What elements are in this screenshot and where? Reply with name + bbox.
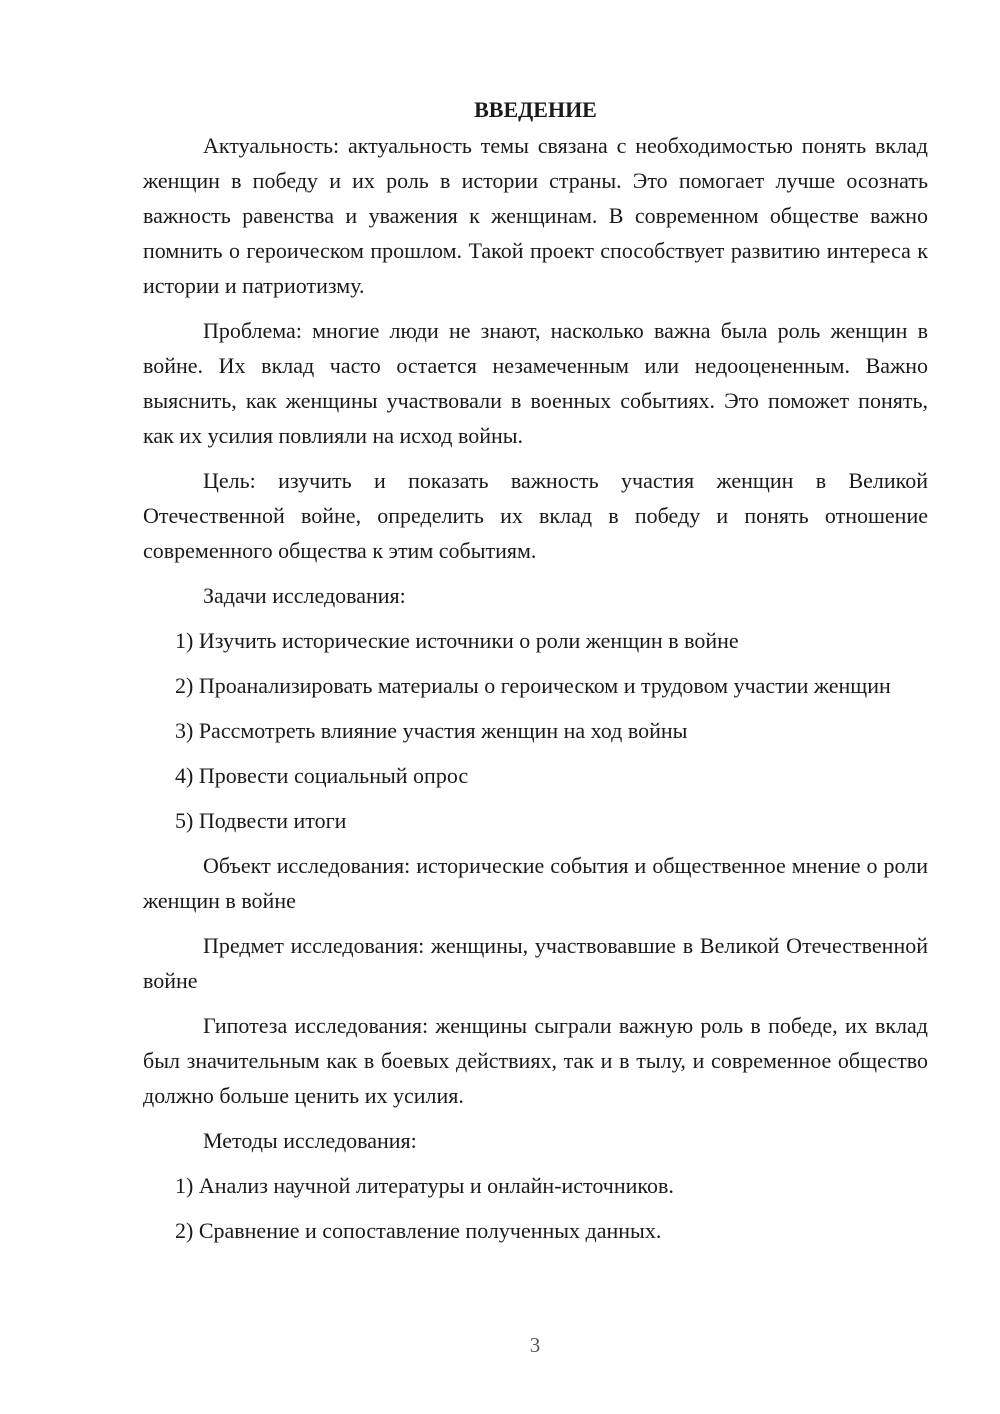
task-item-2: 2) Проанализировать материалы о героическом и трудовом участии женщин (175, 673, 891, 698)
task-item-3: 3) Рассмотреть влияние участия женщин на ход войны (175, 718, 688, 743)
object-paragraph: Объект исследования: исторические события и общественное мнение о роли женщин в войне (143, 853, 928, 913)
task-item-4: 4) Провести социальный опрос (175, 763, 469, 788)
task-item-1: 1) Изучить исторические источники о роли женщин в войне (175, 628, 739, 653)
relevance-paragraph: Актуальность: актуальность темы связана с необходимостью понять вклад женщин в победу и их роль в истории страны. Это помогает лучше осознать важность равенства и уважения к женщинам. В современном обществе важно помнить о героическом прошлом. Такой проект способствует развитию интереса к истории и патриотизму. (143, 133, 928, 298)
method-item-2: 2) Сравнение и сопоставление полученных данных. (175, 1218, 662, 1243)
hypothesis-paragraph: Гипотеза исследования: женщины сыграли важную роль в победе, их вклад был значительным как в боевых действиях, так и в тылу, и современное общество должно больше ценить их усилия. (143, 1013, 928, 1108)
problem-paragraph: Проблема: многие люди не знают, насколько важна была роль женщин в войне. Их вклад часто остается незамеченным или недооцененным. Важно выяснить, как женщины участвовали в военных событиях. Это поможет понять, как их усилия повлияли на исход войны. (143, 318, 928, 448)
task-item-5: 5) Подвести итоги (175, 808, 347, 833)
tasks-heading: Задачи исследования: (203, 583, 406, 608)
page-number: 3 (529, 1333, 541, 1357)
methods-heading: Методы исследования: (203, 1128, 417, 1153)
page-title: ВВЕДЕНИЕ (474, 97, 597, 122)
page-content (143, 94, 928, 1248)
goal-paragraph: Цель: изучить и показать важность участия женщин в Великой Отечественной войне, определить их вклад в победу и понять отношение современного общества к этим событиям. (143, 468, 928, 563)
method-item-1: 1) Анализ научной литературы и онлайн-источников. (175, 1173, 674, 1198)
subject-paragraph: Предмет исследования: женщины, участвовавшие в Великой Отечественной войне (143, 933, 928, 993)
